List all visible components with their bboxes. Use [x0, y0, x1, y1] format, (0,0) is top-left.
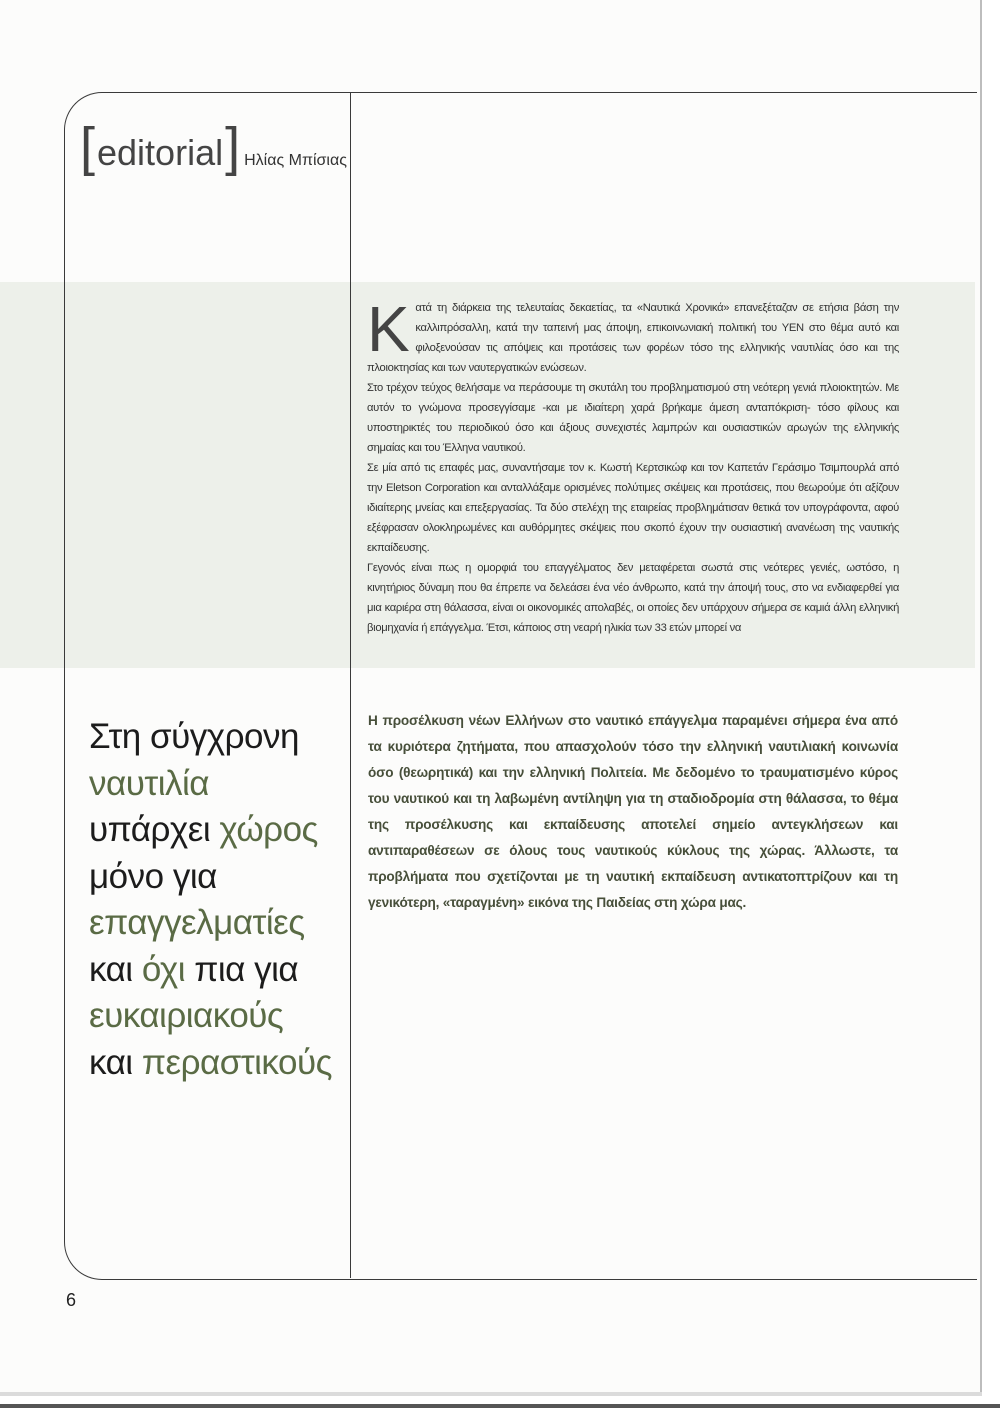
page-frame [64, 92, 977, 1280]
headline-line: και περαστικούς [89, 1042, 332, 1082]
article-paragraph: Σε μία από τις επαφές μας, συναντήσαμε τον κ. Κωστή Κερτσικώφ και τον Καπετάν Γεράσιμο Τσιμπουρλά από την Eletson Corporation και ανταλλάξαμε ορισμένες πολύτιμες σκέψεις και προτάσεις, που θεωρούμε ότι αξίζουν ιδιαίτερης μνείας και επεξεργασίας. Τα δύο στελέχη της εταιρείας προβλημάτισαν θετικά τον υπογράφοντα, αφού εξέφρασαν ολοκληρωμένες και αυθόρμητες σκέψεις που σκοπό έχουν την ουσιαστική ανανέωση της ναυτικής εκπαίδευσης. [367, 462, 899, 554]
headline-line: επαγγελματίες [89, 903, 305, 942]
headline-line: ευκαιριακούς [89, 996, 284, 1035]
author-name: Ηλίας Μπίσιας [244, 152, 347, 169]
article-body [367, 293, 899, 638]
article-paragraph: Γεγονός είναι πως η ομορφιά του επαγγέλματος δεν μεταφέρεται σωστά στις νεότερες γενιές, ωστόσο, η κινητήριος δύναμη που θα έπρεπε να δελεάσει ένα νέο άνθρωπο, κατά την άποψή τους, στο να ενδιαφερθεί για μια καριέρα στη θάλασσα, είναι οι οικονομικές απολαβές, οι οποίες δεν υπάρχουν σήμερα σε καμιά άλλη ελληνική βιομηχανία ή επάγγελμα. Έτσι, κάποιος στη νεαρή ηλικία των 33 ετών μπορεί να [367, 562, 899, 634]
headline-line: ναυτιλία [89, 763, 209, 803]
article-paragraph: Στο τρέχον τεύχος θελήσαμε να περάσουμε τη σκυτάλη του προβληματισμού στη νεότερη γενιά πλοιοκτητών. Με αυτόν το γνώμονα προσεγγίσαμε -και με ιδιαίτερη χαρά βρήκαμε άμεση ανταπόκριση- τόσο φίλους και υποστηρικτές του περιοδικού όσο και άξιους συνεχιστές λαμπρών και ουσιαστικών αρωγών της ελληνικής σημαίας και του Έλληνα ναυτικού. [367, 382, 899, 454]
drop-cap: Κ [367, 293, 410, 365]
headline-line: υπάρχει χώρος [89, 810, 318, 849]
headline-line: και όχι πια για [89, 949, 299, 989]
bracket-close: ] [225, 117, 241, 177]
article-paragraph: ατά τη διάρκεια της τελευταίας δεκαετίας, τα «Ναυτικά Χρονικά» επανεξέταζαν σε ετήσια βάση την καλλιπρόσαλλη, κατά την ταπεινή μας άποψη, επικοινωνιακή πολιτική του ΥΕΝ στο θέμα αυτό και φιλοξενούσαν τις απόψεις και προτάσεις των φορέων τόσο της ελληνικής ναυτιλίας όσο και της πλοιοκτησίας και των ναυτεργατικών ενώσεων. [367, 302, 899, 374]
scan-edge [0, 1404, 1000, 1408]
headline-line: Στη σύγχρονη [89, 717, 299, 756]
section-masthead [80, 117, 347, 177]
section-title: editorial [97, 132, 224, 173]
headline [89, 714, 332, 1086]
headline-line: μόνο για [89, 856, 217, 896]
page-number: 6 [66, 1290, 77, 1310]
column-divider [350, 92, 351, 1278]
bracket-open: [ [80, 117, 96, 177]
lead-paragraph: Η προσέλκυση νέων Ελλήνων στο ναυτικό επάγγελμα παραμένει σήμερα ένα από τα κυριότερα ζητήματα, που απασχολούν τόσο την ελληνική ναυτιλιακή κοινωνία όσο (θεωρητικά) και την ελληνική Πολιτεία. Με δεδομένο το τραυματισμένο κύρος του ναυτικού και τη λαβωμένη αντίληψη για τη σταδιοδρομία στη θάλασσα, το θέμα της προσέλκυσης και εκπαίδευσης αποτελεί σημείο αντεγκλήσεων και αντιπαραθέσεων σε όλους τους ναυτικούς κύκλους της χώρας. Άλλωστε, τα προβλήματα που σχετίζονται με τη ναυτική εκπαίδευση αντικατοπτρίζουν και τη γενικότερη, «ταραγμένη» εικόνα της Παιδείας στη χώρα μας. [368, 713, 898, 910]
